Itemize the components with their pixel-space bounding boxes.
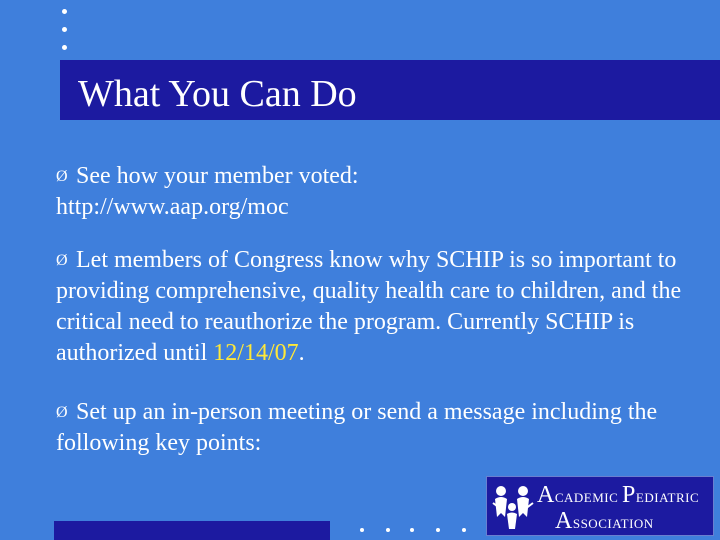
title-bar <box>60 60 720 120</box>
decorative-dot <box>62 27 67 32</box>
decorative-dot <box>62 9 67 14</box>
decorative-dot <box>462 528 466 532</box>
logo-text-line1: ACADEMIC PEDIATRIC <box>537 482 700 508</box>
moc-url: http://www.aap.org/moc <box>56 194 289 220</box>
decorative-dot <box>386 528 390 532</box>
bullet-see-vote <box>56 161 686 223</box>
bullet-set-up-meeting <box>56 397 686 459</box>
slide-title: What You Can Do <box>78 73 357 115</box>
arrow-bullet-icon: Ø <box>56 168 68 185</box>
bullet-text: See how your member voted: <box>76 163 359 189</box>
decorative-dot <box>360 528 364 532</box>
decorative-dot <box>436 528 440 532</box>
decorative-dot <box>410 528 414 532</box>
logo-text-line2: ASSOCIATION <box>555 508 654 534</box>
bullet-text-end: . <box>298 340 305 366</box>
academic-pediatric-association-logo <box>486 476 714 536</box>
family-figures-icon <box>491 483 535 531</box>
bullet-let-congress-know <box>56 245 686 369</box>
bullet-text: Set up an in-person meeting or send a message including the following key points: <box>56 399 658 456</box>
bottom-bar <box>54 521 330 540</box>
highlighted-date: 12/14/07 <box>213 340 299 366</box>
bullet-text: Let members of Congress know why SCHIP is so important to providing comprehensive, quality health care to children, and the critical need to reauthorize the program. Currently SCHIP is authorized until <box>56 247 682 366</box>
arrow-bullet-icon: Ø <box>56 252 68 269</box>
arrow-bullet-icon: Ø <box>56 404 68 421</box>
decorative-dot <box>62 45 67 50</box>
